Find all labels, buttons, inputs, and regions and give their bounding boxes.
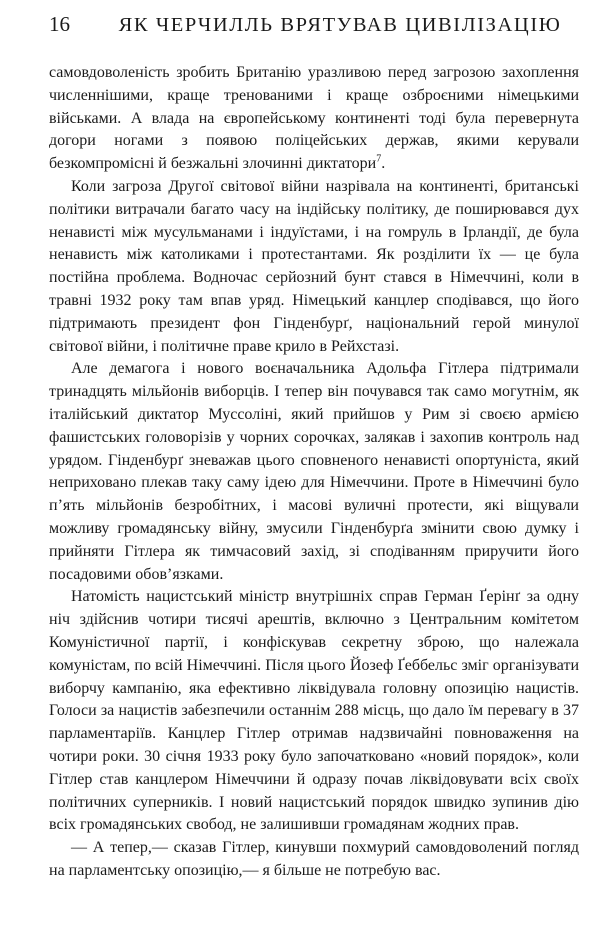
body-text bbox=[49, 62, 579, 883]
paragraph: Коли загроза Другої світової війни назрівала на континенті, британські політики витрачали багато часу на індійську політику, де поширювався дух ненависті між мусульманами і індуїстами, і на гомруль в Ірландії, де була ненависть між католиками і протестантами. Як розділити їх — це була постійна проблема. Водночас серйозний бунт стався в Німеччині, коли в травні 1932 року там впав уряд. Німецький канцлер сподівався, що його підтримають президент фон Гінденбурґ, національний герой минулої світової війни, і політичне праве крило в Рейхстазі. bbox=[49, 177, 579, 355]
footnote-reference: 7 bbox=[376, 153, 382, 165]
paragraph: Але демагога і нового воєначальника Адольфа Гітлера підтримали тринадцять мільйонів виборців. І тепер він почувався так само могутнім, як італійський диктатор Муссоліні, який прийшов у Рим зі своєю армією фашистських головорізів у чорних сорочках, залякав і захопив контроль над урядом. Гінденбурґ зневажав цього сповненого ненависті опортуніста, який неприховано плекав таку саму ідею для Німеччини. Проте в Німеччині було п’ять мільйонів безробітних, і масові вуличні протести, які віщували можливу громадянську війну, змусили Гінденбурґа змінити свою думку і прийняти Гітлера як тимчасовий захід, зі сподіванням приручити його посадовими обов’язками. bbox=[49, 360, 579, 583]
running-header bbox=[49, 12, 579, 42]
book-page bbox=[49, 12, 579, 883]
page-number: 16 bbox=[49, 12, 70, 36]
book-title: ЯК ЧЕРЧИЛЛЬ ВРЯТУВАВ ЦИВІЛІЗАЦІЮ bbox=[118, 14, 562, 36]
paragraph-end: . bbox=[381, 155, 386, 173]
paragraph: Натомість нацистський міністр внутрішніх справ Герман Ґерінґ за одну ніч здійснив чотири тисячі арештів, включно з Центральним комітетом Комуністичної партії, і конфіскував секретну зброю, що належала комуністам, по всій Німеччині. Після цього Йозеф Ґеббельс зміг організувати виборчу кампанію, яка ефективно ліквідувала головну опозицію нацистів. Голоси за нацистів забезпечили останнім 288 місць, що дало їм перевагу в 37 парламентаріїв. Канцлер Гітлер отримав надзвичайні повноваження на чотири роки. 30 січня 1933 року було започатковано «новий порядок», коли Гітлер став канцлером Німеччини й одразу почав ліквідовувати всіх своїх політичних суперників. І новий нацистський порядок швидко зупинив дію всіх громадянських свобод, не залишивши громадянам жодних прав. bbox=[49, 588, 579, 834]
paragraph-text: самовдоволеність зробить Британію уразливою перед загрозою захоплення численнішими, краще тренованими і краще озброєними німецькими військами. А влада на європейському континенті тоді була перевернута догори ногами з появою поліцейських держав, якими керували безкомпромісні й безжальні злочинні диктатори bbox=[49, 64, 579, 173]
paragraph: — А тепер,— сказав Гітлер, кинувши похмурий самовдоволений погляд на парламентську опозицію,— я більше не потребую вас. bbox=[49, 839, 579, 879]
paragraph bbox=[49, 62, 579, 176]
